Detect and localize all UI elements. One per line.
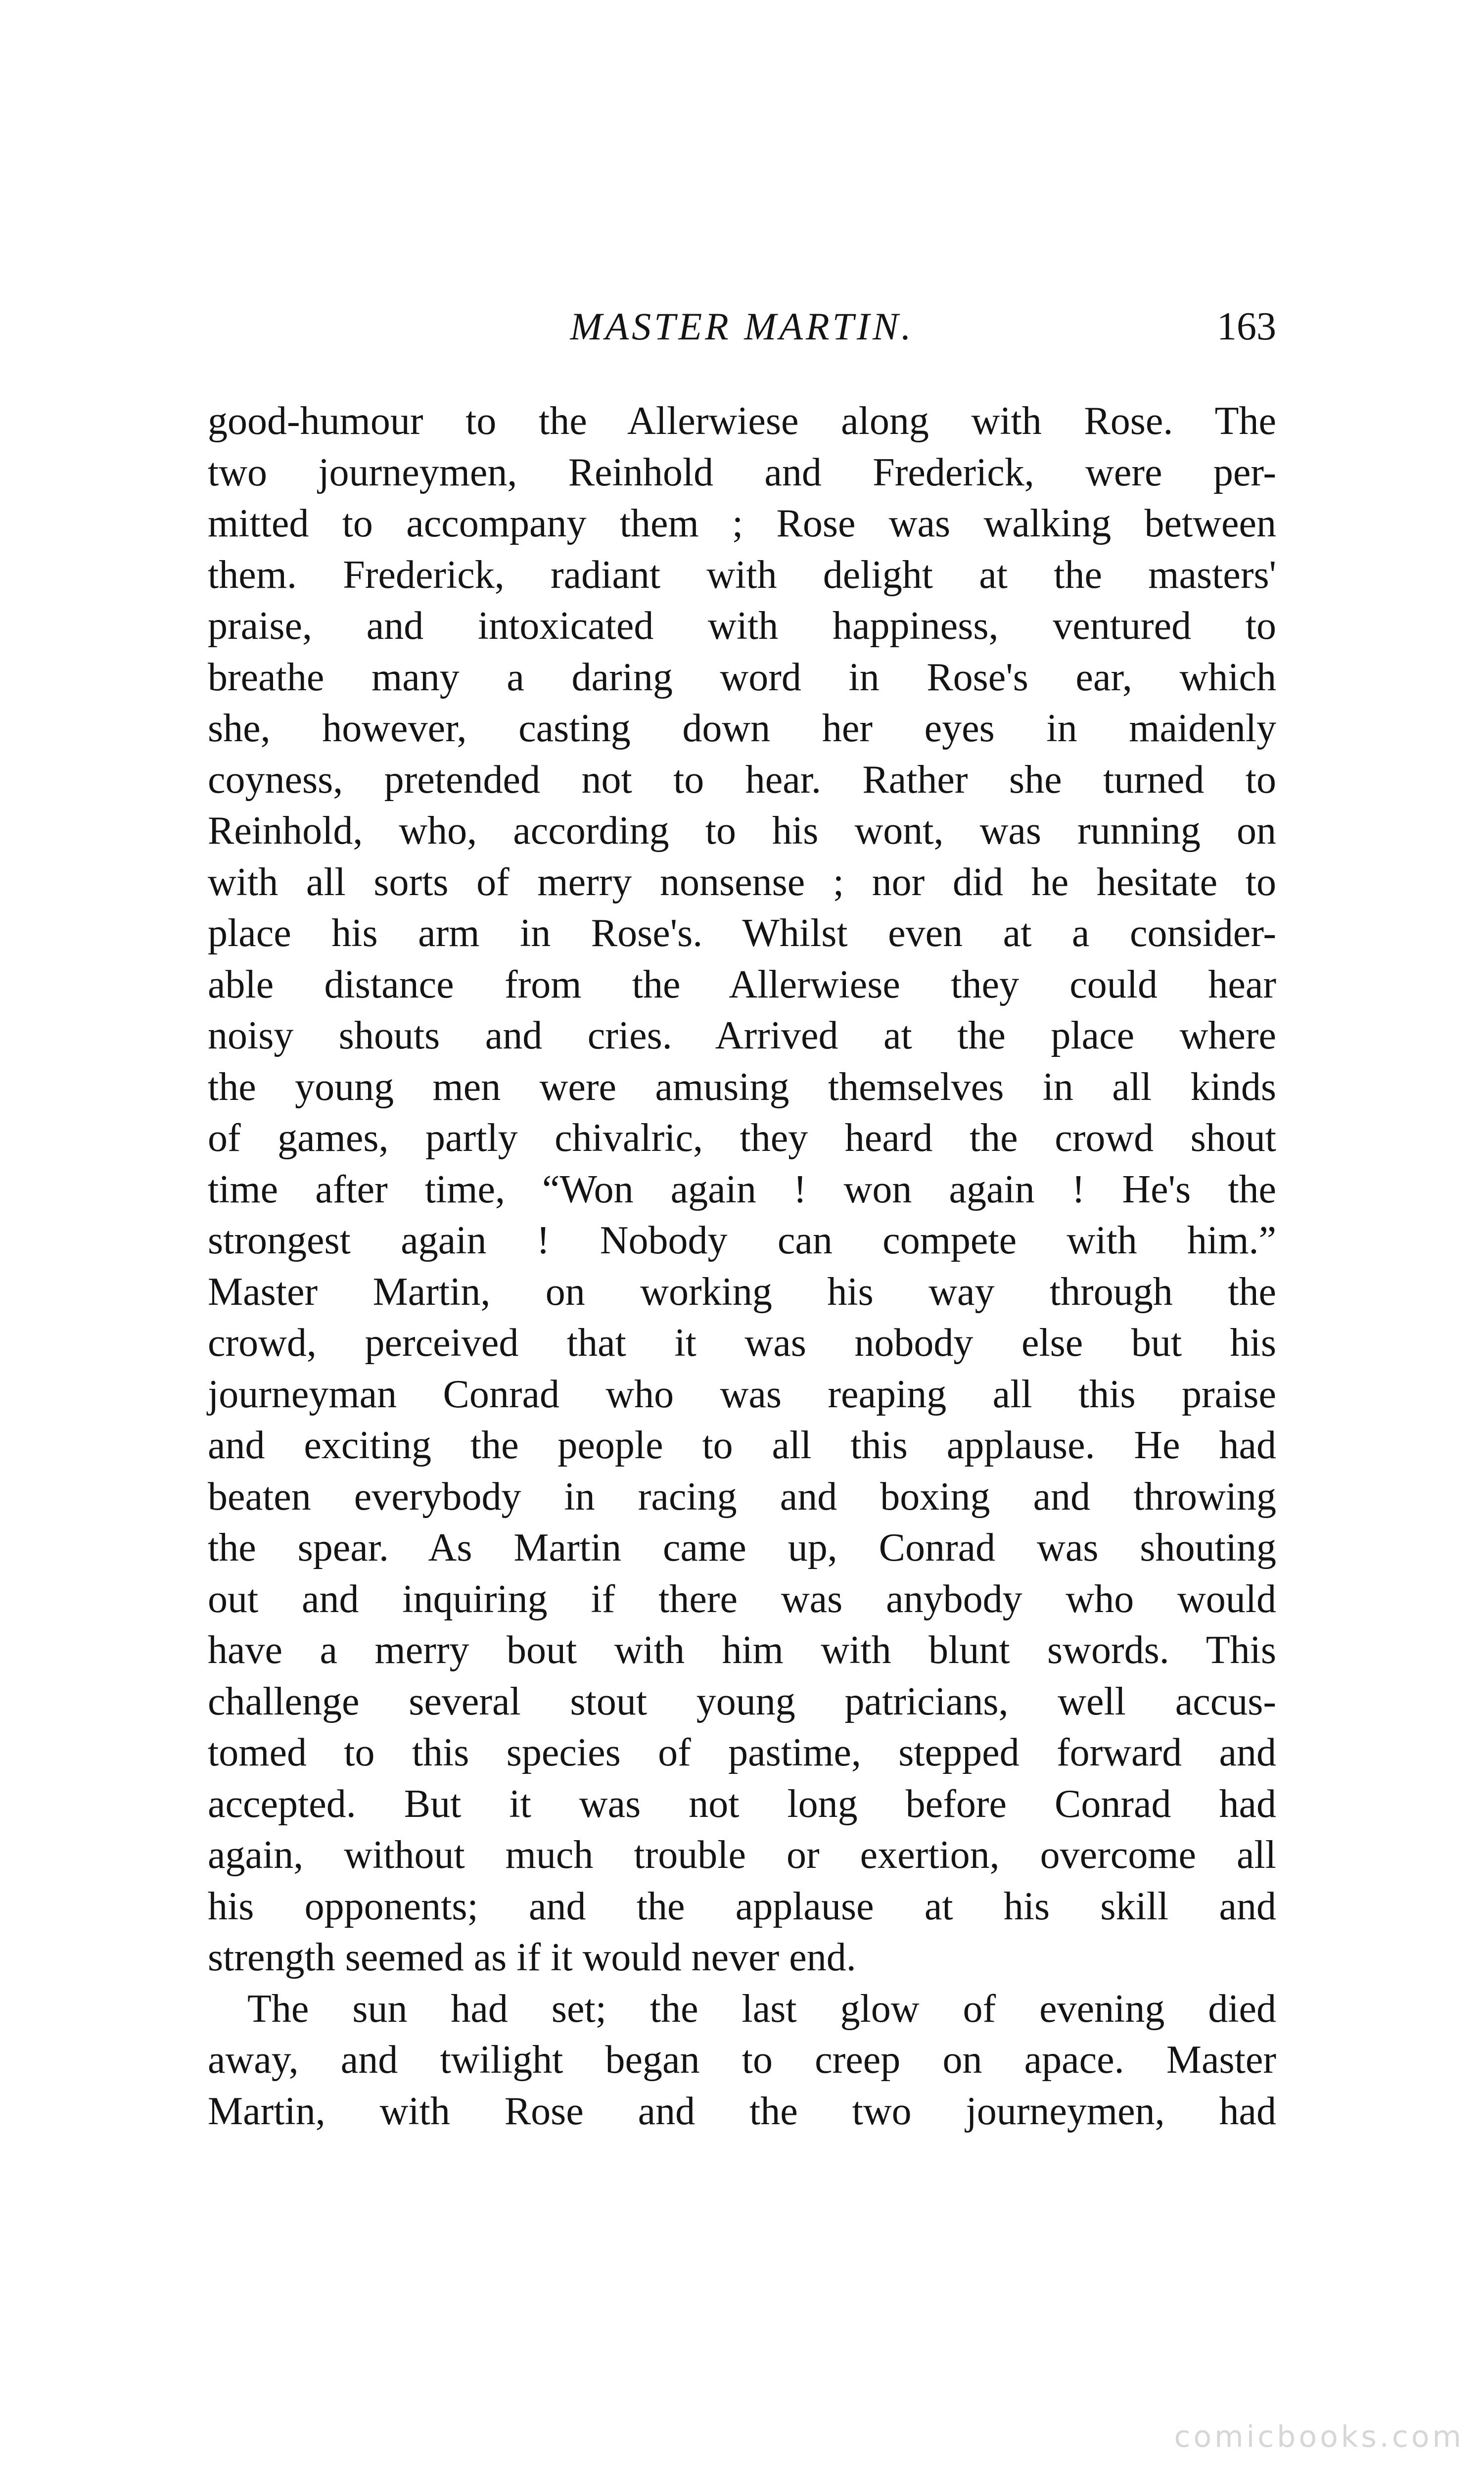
text-line: The sun had set; the last glow of evening died [247,1987,1276,2031]
text-line: mitted to accompany them ; Rose was walking between [208,502,1276,545]
text-line: good-humour to the Allerwiese along with Rose. The [208,399,1276,443]
text-line: Master Martin, on working his way through the [208,1270,1276,1314]
text-line: she, however, casting down her eyes in maidenly [208,707,1276,750]
text-line: time after time, “Won again ! won again ! He's the [208,1167,1276,1211]
text-line: the spear. As Martin came up, Conrad was shouting [208,1526,1276,1570]
text-line: breathe many a daring word in Rose's ear, which [208,655,1276,699]
text-line: out and inquiring if there was anybody who would [208,1577,1276,1621]
text-line: praise, and intoxicated with happiness, ventured to [208,604,1276,648]
text-line: Reinhold, who, according to his wont, was running on [208,809,1276,853]
text-line: two journeymen, Reinhold and Frederick, were per- [208,450,1276,494]
text-line: his opponents; and the applause at his skill and [208,1884,1276,1928]
text-line: have a merry bout with him with blunt swords. This [208,1628,1276,1672]
text-line: away, and twilight began to creep on apace. Master [208,2038,1276,2082]
text-line: crowd, perceived that it was nobody else but his [208,1321,1276,1365]
text-line: the young men were amusing themselves in all kinds [208,1065,1276,1109]
text-line: able distance from the Allerwiese they could hear [208,962,1276,1006]
running-title: MASTER MARTIN. [570,305,914,348]
text-line: strength seemed as if it would never end. [208,1936,856,1979]
text-line: strongest again ! Nobody can compete with him.” [208,1219,1276,1262]
text-line: them. Frederick, radiant with delight at the masters' [208,553,1276,597]
text-line: place his arm in Rose's. Whilst even at a consider- [208,911,1276,955]
text-line: tomed to this species of pastime, stepped forward and [208,1731,1276,1774]
text-line: beaten everybody in racing and boxing and throwing [208,1475,1276,1519]
text-line: challenge several stout young patricians, well accus- [208,1679,1276,1723]
page-number: 163 [1217,305,1276,348]
watermark: comicbooks.com [1174,2420,1464,2454]
text-line: and exciting the people to all this applause. He had [208,1424,1276,1467]
body-text [208,396,1276,2137]
text-line: accepted. But it was not long before Conrad had [208,1782,1276,1826]
text-line: with all sorts of merry nonsense ; nor did he hesitate to [208,860,1276,904]
text-line: coyness, pretended not to hear. Rather she turned to [208,758,1276,802]
text-line: of games, partly chivalric, they heard the crowd shout [208,1116,1276,1160]
running-header [208,297,1276,356]
text-line: again, without much trouble or exertion, overcome all [208,1833,1276,1877]
text-line: Martin, with Rose and the two journeymen, had [208,2089,1276,2133]
text-line: noisy shouts and cries. Arrived at the place where [208,1014,1276,1057]
text-line: journeyman Conrad who was reaping all this praise [208,1372,1276,1416]
